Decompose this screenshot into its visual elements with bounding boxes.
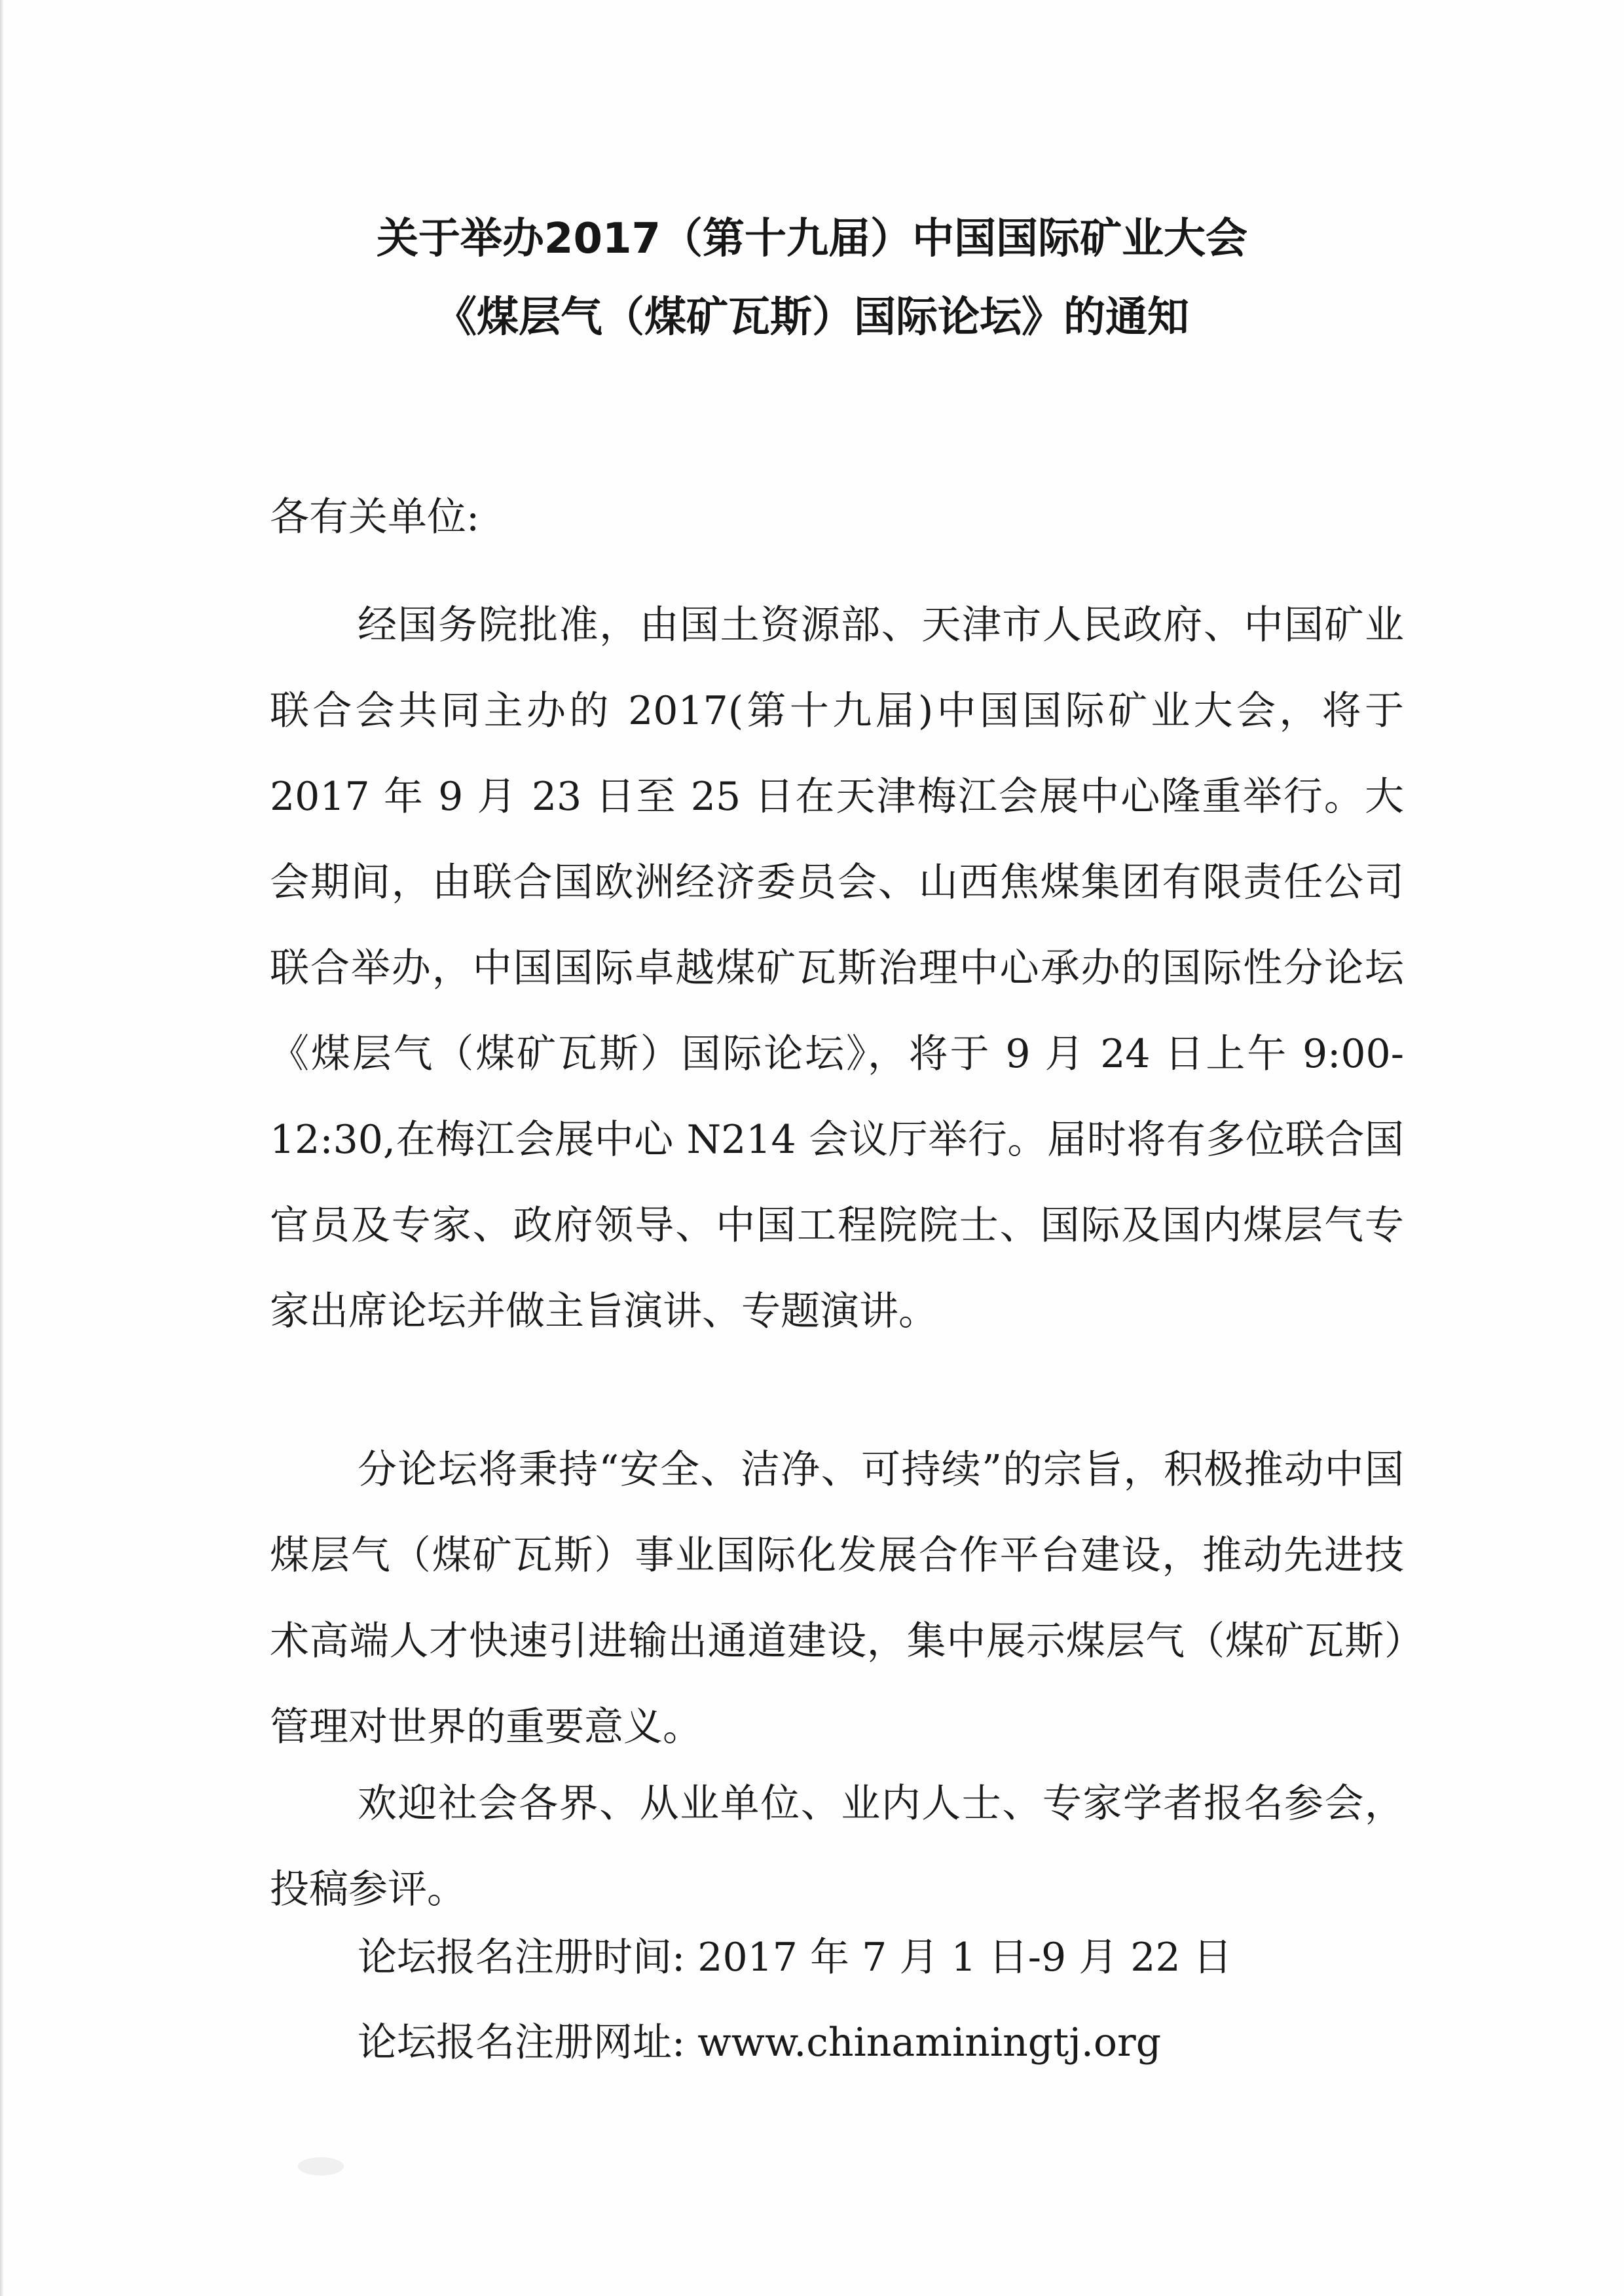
paragraph-event-announcement: 经国务院批准，由国土资源部、天津市人民政府、中国矿业联合会共同主办的 2017(第十九届)中国国际矿业大会，将于 2017 年 9 月 23 日至 25 日在天津梅江会展中心隆重举行。大会期间，由联合国欧洲经济委员会、山西焦煤集团有限责任公司联合举办，中国国际卓越煤矿瓦斯治理中心承办的国际性分论坛《煤层气（煤矿瓦斯）国际论坛》，将于 9 月 24 日上午 9:00-12:30,在梅江会展中心 N214 会议厅举行。届时将有多位联合国官员及专家、政府领导、中国工程院院士、国际及国内煤层气专家出席论坛并做主旨演讲、专题演讲。 [270, 602, 1404, 1334]
document-title-line1: 关于举办2017（第十九届）中国国际矿业大会 [376, 215, 1248, 263]
scan-edge [0, 0, 4, 2296]
salutation: 各有关单位: [270, 494, 480, 540]
registration-time: 论坛报名注册时间: 2017 年 7 月 1 日-9 月 22 日 [358, 1935, 1232, 1980]
document-title-line2: 《煤层气（煤矿瓦斯）国际论坛》的通知 [435, 293, 1189, 342]
registration-url: 论坛报名注册网址: www.chinaminingtj.org [358, 2020, 1162, 2066]
faint-stamp-mark [298, 2157, 344, 2176]
paragraph-forum-purpose: 分论坛将秉持“安全、洁净、可持续”的宗旨，积极推动中国煤层气（煤矿瓦斯）事业国际化发展合作平台建设，推动先进技术高端人才快速引进输出通道建设，集中展示煤层气（煤矿瓦斯）管理对世界的重要意义。 [270, 1447, 1404, 1750]
paragraph-invitation: 欢迎社会各界、从业单位、业内人士、专家学者报名参会，投稿参评。 [270, 1781, 1404, 1912]
